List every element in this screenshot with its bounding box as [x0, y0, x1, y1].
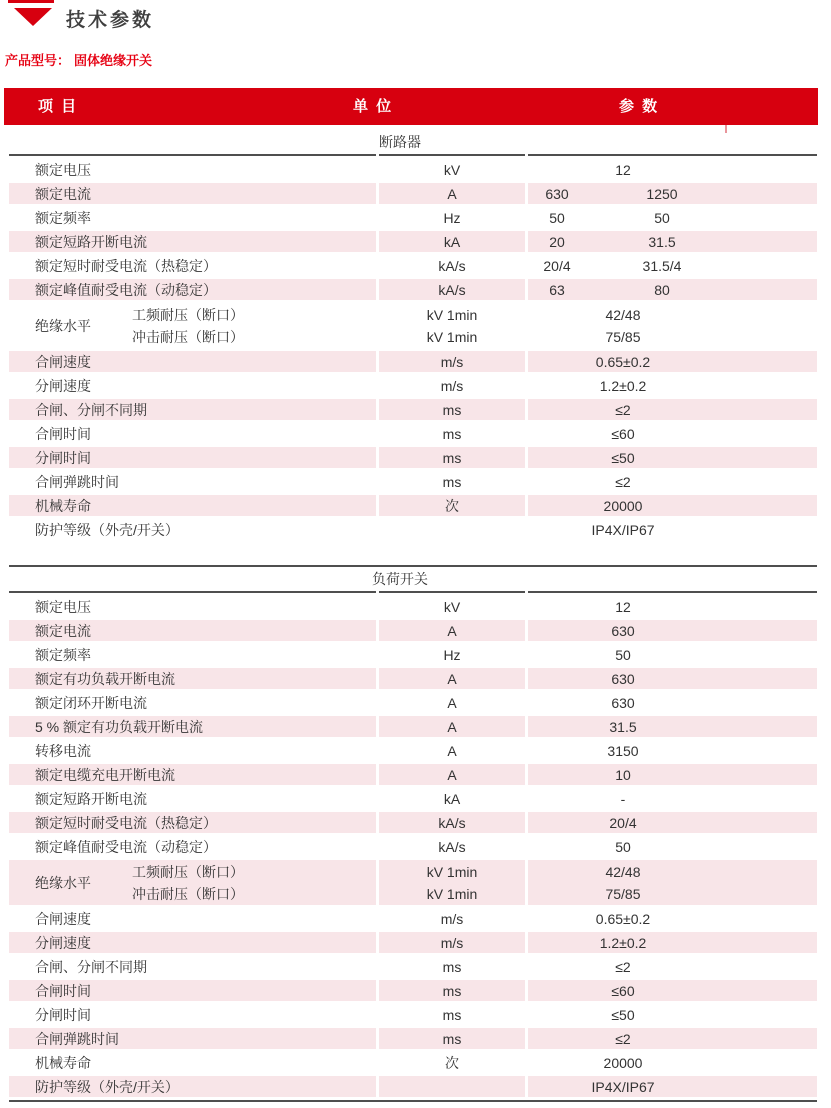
item-cell [9, 423, 376, 444]
param-value: 12 [615, 598, 631, 615]
merged-item-content [35, 861, 376, 905]
table-row [9, 255, 817, 276]
table-row [9, 596, 817, 617]
unit-cell [379, 423, 525, 444]
param-cell [528, 812, 817, 833]
param-values [528, 304, 817, 348]
item-cell [9, 692, 376, 713]
unit-value: A [447, 766, 457, 783]
unit-cell [379, 836, 525, 857]
param-cell [528, 279, 817, 300]
item-cell [9, 279, 376, 300]
unit-value: kA [443, 790, 461, 807]
param-cell [528, 159, 817, 180]
row-label: 合闸、分闸不同期 [35, 401, 147, 418]
unit-cell [379, 1004, 525, 1025]
unit-cell [379, 788, 525, 809]
unit-value: kA/s [438, 281, 466, 298]
divider-line [9, 591, 817, 593]
unit-value: ms [442, 1030, 462, 1047]
item-cell [9, 644, 376, 665]
table-row [9, 836, 817, 857]
param-value: 1250 [646, 185, 678, 202]
row-label: 额定短路开断电流 [35, 233, 147, 250]
sub-row-labels [132, 861, 244, 905]
item-cell [9, 908, 376, 929]
divider-segment [9, 154, 376, 156]
item-cell [9, 231, 376, 252]
param-cell [528, 764, 817, 785]
unit-cell [379, 908, 525, 929]
row-label: 合闸速度 [35, 910, 91, 927]
sub-row-labels [132, 304, 244, 348]
unit-value: ms [442, 425, 462, 442]
unit-value: kA/s [438, 257, 466, 274]
row-label: 额定频率 [35, 646, 91, 663]
table-row [9, 668, 817, 689]
spec-sections [0, 130, 831, 1102]
unit-cell [379, 231, 525, 252]
sub-row-label: 工频耐压（断口） [132, 863, 244, 880]
unit-value: A [447, 670, 457, 687]
unit-cell [379, 668, 525, 689]
param-cell [528, 1004, 817, 1025]
param-value: ≤2 [615, 401, 631, 418]
item-cell [9, 447, 376, 468]
unit-cell [379, 644, 525, 665]
param-cell [528, 620, 817, 641]
param-value: ≤60 [611, 425, 635, 442]
row-label: 绝缘水平 [35, 317, 91, 334]
param-value-pair [528, 258, 817, 274]
row-label: 额定有功负载开断电流 [35, 670, 175, 687]
row-label: 合闸弹跳时间 [35, 473, 119, 490]
row-label: 额定闭环开断电流 [35, 694, 147, 711]
unit-cell [379, 447, 525, 468]
row-label: 合闸时间 [35, 982, 91, 999]
item-cell [9, 207, 376, 228]
item-cell [9, 1004, 376, 1025]
item-cell [9, 956, 376, 977]
param-value: ≤2 [615, 473, 631, 490]
param-value: 20/4 [609, 814, 637, 831]
divider-line [9, 154, 817, 156]
unit-value: A [447, 622, 457, 639]
table-row [9, 1004, 817, 1025]
table-row [9, 812, 817, 833]
unit-cell [379, 740, 525, 761]
unit-cell [379, 1028, 525, 1049]
unit-cell [379, 620, 525, 641]
divider-segment [9, 591, 376, 593]
param-cell [528, 860, 817, 905]
product-model-label: 产品型号： [5, 53, 71, 68]
row-label: 额定电流 [35, 622, 91, 639]
param-value: ≤50 [611, 449, 635, 466]
param-cell [528, 471, 817, 492]
unit-cell [379, 495, 525, 516]
item-cell [9, 836, 376, 857]
table-row [9, 1028, 817, 1049]
unit-value: kA [443, 233, 461, 250]
param-value: 3150 [607, 742, 639, 759]
down-triangle-icon [14, 8, 52, 26]
section-title: 断路器 [379, 134, 421, 150]
unit-cell [379, 375, 525, 396]
unit-cell [379, 471, 525, 492]
param-value: 42/48 [605, 863, 641, 880]
param-value: 630 [611, 622, 635, 639]
sub-row-label: 工频耐压（断口） [132, 306, 244, 323]
unit-cell [379, 519, 525, 540]
row-label: 机械寿命 [35, 1054, 91, 1071]
row-label: 防护等级（外壳/开关） [35, 521, 179, 538]
param-value: 630 [611, 670, 635, 687]
table-row [9, 956, 817, 977]
item-cell [9, 495, 376, 516]
param-cell [528, 255, 817, 276]
table-row [9, 375, 817, 396]
param-value-pair [528, 234, 817, 250]
row-label: 额定电缆充电开断电流 [35, 766, 175, 783]
unit-value: A [447, 742, 457, 759]
column-header-unit: 单 位 [353, 98, 394, 115]
spec-table [6, 593, 820, 1100]
item-cell [9, 471, 376, 492]
param-value: 630 [611, 694, 635, 711]
table-header-bar [4, 88, 818, 125]
divider-segment [528, 591, 817, 593]
item-cell [9, 183, 376, 204]
param-value: 1.2±0.2 [599, 377, 647, 394]
param-cell [528, 399, 817, 420]
unit-value: kV [443, 161, 461, 178]
param-value: ≤2 [615, 1030, 631, 1047]
unit-cell [379, 159, 525, 180]
unit-cell [379, 860, 525, 905]
param-value: ≤2 [615, 958, 631, 975]
item-cell [9, 716, 376, 737]
table-row [9, 447, 817, 468]
param-cell [528, 447, 817, 468]
table-row [9, 716, 817, 737]
param-value: 630 [545, 185, 569, 202]
param-cell [528, 231, 817, 252]
param-cell [528, 303, 817, 348]
param-cell [528, 716, 817, 737]
param-value: 42/48 [605, 306, 641, 323]
table-row [9, 1052, 817, 1073]
param-value: 80 [654, 281, 670, 298]
item-cell [9, 860, 376, 905]
param-cell [528, 836, 817, 857]
row-label: 机械寿命 [35, 497, 91, 514]
unit-value: kV 1min [426, 306, 478, 323]
table-row [9, 908, 817, 929]
unit-value: A [447, 718, 457, 735]
param-value: 0.65±0.2 [595, 910, 651, 927]
unit-value: 次 [445, 497, 459, 514]
unit-cell [379, 764, 525, 785]
table-row [9, 980, 817, 1001]
table-row [9, 423, 817, 444]
item-cell [9, 596, 376, 617]
table-row [9, 303, 817, 348]
unit-cell [379, 183, 525, 204]
item-cell [9, 303, 376, 348]
item-cell [9, 620, 376, 641]
param-cell [528, 692, 817, 713]
unit-cell [379, 956, 525, 977]
table-row [9, 860, 817, 905]
sub-row-label: 冲击耐压（断口） [132, 328, 244, 345]
table-row [9, 692, 817, 713]
item-cell [9, 399, 376, 420]
param-cell [528, 1028, 817, 1049]
param-cell [528, 788, 817, 809]
unit-value: kV 1min [426, 885, 478, 902]
param-value: 63 [549, 281, 565, 298]
item-cell [9, 1052, 376, 1073]
unit-value: m/s [440, 353, 464, 370]
param-cell [528, 908, 817, 929]
table-row [9, 644, 817, 665]
param-value: 20/4 [543, 257, 571, 274]
table-row [9, 207, 817, 228]
unit-value: kA/s [438, 814, 466, 831]
param-value: 0.65±0.2 [595, 353, 651, 370]
unit-value: A [447, 694, 457, 711]
divider-segment [379, 591, 525, 593]
unit-value: kV [443, 598, 461, 615]
param-value: 50 [615, 838, 631, 855]
table-row [9, 764, 817, 785]
item-cell [9, 519, 376, 540]
item-cell [9, 1028, 376, 1049]
row-label: 额定短时耐受电流（热稳定） [35, 257, 217, 274]
row-label: 额定短时耐受电流（热稳定） [35, 814, 217, 831]
param-value: 75/85 [605, 328, 641, 345]
param-cell [528, 423, 817, 444]
merged-item-content [35, 304, 376, 348]
section-title: 负荷开关 [372, 571, 428, 587]
param-cell [528, 644, 817, 665]
table-row [9, 620, 817, 641]
table-row [9, 495, 817, 516]
spec-section-2 [0, 565, 831, 1102]
item-cell [9, 980, 376, 1001]
param-value: 20000 [603, 1054, 643, 1071]
param-cell [528, 740, 817, 761]
unit-value: kA/s [438, 838, 466, 855]
divider-line [9, 1100, 817, 1102]
item-cell [9, 812, 376, 833]
page-title: 技术参数 [66, 10, 155, 31]
param-value-pair [528, 186, 817, 202]
divider-segment [528, 154, 817, 156]
item-cell [9, 255, 376, 276]
row-label: 额定电压 [35, 161, 91, 178]
param-cell [528, 980, 817, 1001]
param-value: ≤50 [611, 1006, 635, 1023]
item-cell [9, 764, 376, 785]
unit-cell [379, 351, 525, 372]
unit-value: 次 [445, 1054, 459, 1071]
spec-table [6, 156, 820, 543]
row-label: 合闸弹跳时间 [35, 1030, 119, 1047]
unit-value: ms [442, 1006, 462, 1023]
param-value: 10 [615, 766, 631, 783]
unit-cell [379, 1052, 525, 1073]
param-cell [528, 956, 817, 977]
table-row [9, 788, 817, 809]
product-model-value: 固体绝缘开关 [74, 53, 153, 68]
table-row [9, 159, 817, 180]
param-cell [528, 495, 817, 516]
row-label: 合闸、分闸不同期 [35, 958, 147, 975]
param-value: IP4X/IP67 [591, 1078, 655, 1095]
param-value: - [620, 790, 626, 807]
param-value: 31.5 [609, 718, 637, 735]
table-row [9, 351, 817, 372]
table-row [9, 183, 817, 204]
unit-cell [379, 399, 525, 420]
param-value: ≤60 [611, 982, 635, 999]
item-cell [9, 351, 376, 372]
unit-value: kV 1min [426, 863, 478, 880]
row-label: 额定电流 [35, 185, 91, 202]
table-row [9, 471, 817, 492]
param-cell [528, 207, 817, 228]
row-label: 分闸速度 [35, 377, 91, 394]
divider-line [9, 565, 817, 567]
unit-value: ms [442, 473, 462, 490]
row-label: 转移电流 [35, 742, 91, 759]
column-header-param: 参 数 [619, 98, 660, 115]
sub-row-label: 冲击耐压（断口） [132, 885, 244, 902]
row-label: 合闸速度 [35, 353, 91, 370]
item-cell [9, 375, 376, 396]
unit-cell [379, 980, 525, 1001]
param-cell [528, 1076, 817, 1097]
param-value: 75/85 [605, 885, 641, 902]
unit-cell [379, 716, 525, 737]
product-model-line [5, 52, 152, 70]
item-cell [9, 668, 376, 689]
item-cell [9, 932, 376, 953]
unit-cell [379, 812, 525, 833]
row-label: 绝缘水平 [35, 874, 91, 891]
param-value: 20000 [603, 497, 643, 514]
table-row [9, 519, 817, 540]
table-row [9, 932, 817, 953]
unit-value: A [447, 185, 457, 202]
unit-value: Hz [443, 209, 461, 226]
unit-cell [379, 303, 525, 348]
param-value: 50 [549, 209, 565, 226]
param-value: 20 [549, 233, 565, 250]
row-label: 分闸速度 [35, 934, 91, 951]
row-label: 额定峰值耐受电流（动稳定） [35, 838, 217, 855]
param-value-pair [528, 210, 817, 226]
unit-value: kV 1min [426, 328, 478, 345]
table-row [9, 231, 817, 252]
unit-cell [379, 279, 525, 300]
item-cell [9, 788, 376, 809]
item-cell [9, 1076, 376, 1097]
row-label: 额定峰值耐受电流（动稳定） [35, 281, 217, 298]
param-value: 50 [615, 646, 631, 663]
unit-cell [379, 596, 525, 617]
table-row [9, 1076, 817, 1097]
param-cell [528, 932, 817, 953]
unit-cell [379, 255, 525, 276]
unit-value: Hz [443, 646, 461, 663]
unit-value: m/s [440, 377, 464, 394]
unit-value: ms [442, 958, 462, 975]
row-label: 分闸时间 [35, 1006, 91, 1023]
param-values [528, 861, 817, 905]
row-label: 额定电压 [35, 598, 91, 615]
param-cell [528, 1052, 817, 1073]
unit-value: m/s [440, 910, 464, 927]
unit-cell [379, 692, 525, 713]
spec-section-1 [0, 130, 831, 543]
param-value: 31.5 [648, 233, 676, 250]
unit-value: ms [442, 401, 462, 418]
unit-value: m/s [440, 934, 464, 951]
table-row [9, 399, 817, 420]
table-row [9, 740, 817, 761]
param-cell [528, 596, 817, 617]
row-label: 合闸时间 [35, 425, 91, 442]
unit-value: ms [442, 982, 462, 999]
param-cell [528, 519, 817, 540]
column-header-item: 项 目 [38, 98, 79, 115]
divider-segment [379, 154, 525, 156]
param-cell [528, 375, 817, 396]
row-label: 5 % 额定有功负载开断电流 [35, 718, 204, 735]
param-cell [528, 351, 817, 372]
row-label: 防护等级（外壳/开关） [35, 1078, 179, 1095]
param-value: IP4X/IP67 [591, 521, 655, 538]
table-row [9, 279, 817, 300]
param-value-pair [528, 282, 817, 298]
param-value: 50 [654, 209, 670, 226]
row-label: 额定短路开断电流 [35, 790, 147, 807]
param-value: 1.2±0.2 [599, 934, 647, 951]
param-value: 12 [615, 161, 631, 178]
unit-value: ms [442, 449, 462, 466]
row-label: 分闸时间 [35, 449, 91, 466]
param-cell [528, 668, 817, 689]
item-cell [9, 159, 376, 180]
item-cell [9, 740, 376, 761]
unit-cell [379, 1076, 525, 1097]
param-cell [528, 183, 817, 204]
row-label: 额定频率 [35, 209, 91, 226]
top-red-line [8, 0, 54, 3]
unit-cell [379, 207, 525, 228]
unit-cell [379, 932, 525, 953]
param-value: 31.5/4 [642, 257, 682, 274]
